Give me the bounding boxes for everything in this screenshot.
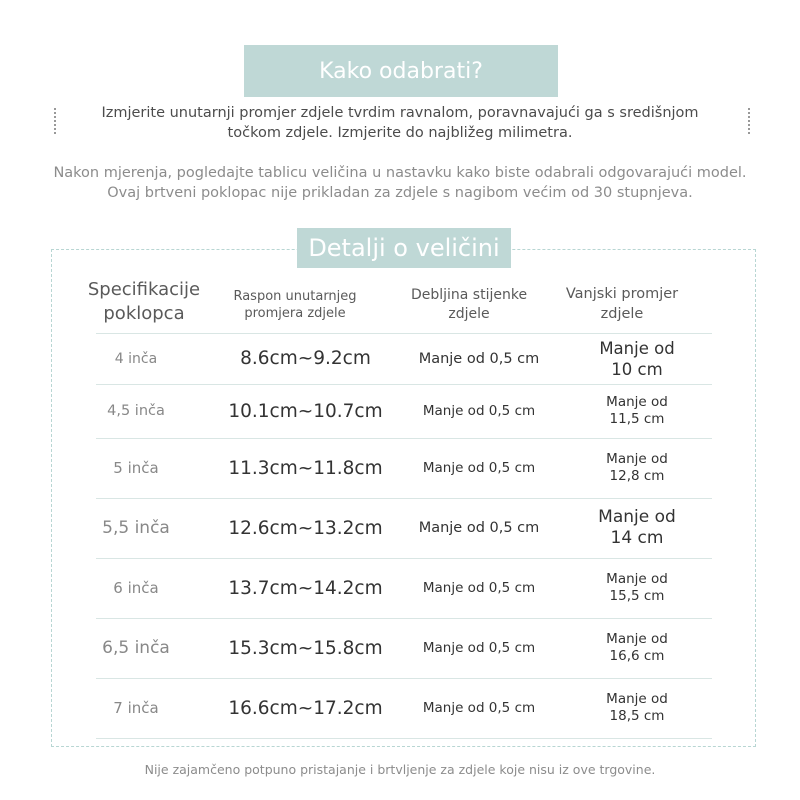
cell-wall-thickness: Manje od 0,5 cm <box>422 579 536 596</box>
size-details-title: Detalji o veličini <box>308 234 500 262</box>
cell-spec: 5,5 inča <box>102 517 170 538</box>
cell-outer-diameter: Manje od 14 cm <box>598 507 676 548</box>
cell-outer-diameter: Manje od 16,6 cm <box>606 631 668 664</box>
cell-inner-range: 16.6cm~17.2cm <box>228 697 383 719</box>
cell-spec: 7 inča <box>113 698 159 717</box>
cell-spec: 4 inča <box>114 350 158 367</box>
cell-outer-diameter: Manje od 18,5 cm <box>606 691 668 724</box>
cell-outer-diameter: Manje od 10 cm <box>599 338 675 379</box>
measuring-instruction: Izmjerite unutarnji promjer zdjele tvrdim ravnalom, poravnavajući ga s središnjom točkom zdjele. Izmjerite do najbližeg milimetra. <box>101 105 699 141</box>
cell-inner-range: 8.6cm~9.2cm <box>240 348 371 369</box>
cell-wall-thickness: Manje od 0,5 cm <box>422 699 536 716</box>
cell-outer-diameter: Manje od 11,5 cm <box>606 394 668 427</box>
cell-outer-diameter: Manje od 12,8 cm <box>606 451 668 484</box>
cell-inner-range: 10.1cm~10.7cm <box>228 400 383 422</box>
cell-spec: 5 inča <box>113 458 159 477</box>
row-divider <box>96 738 712 739</box>
header-inner-range: Raspon unutarnjeg promjera zdjele <box>233 289 357 321</box>
cell-inner-range: 11.3cm~11.8cm <box>228 457 383 479</box>
fit-disclaimer: Nije zajamčeno potpuno pristajanje i brtvljenje za zdjele koje nisu iz ove trgovine. <box>144 762 656 777</box>
cell-spec: 6,5 inča <box>102 637 170 658</box>
header-outer-diameter: Vanjski promjer zdjele <box>565 286 679 322</box>
cell-inner-range: 13.7cm~14.2cm <box>228 577 383 599</box>
cell-wall-thickness: Manje od 0,5 cm <box>422 639 536 656</box>
size-details-banner <box>297 228 511 268</box>
selection-note <box>20 163 780 203</box>
cell-wall-thickness: Manje od 0,5 cm <box>422 402 536 419</box>
cell-inner-range: 12.6cm~13.2cm <box>228 517 383 539</box>
cell-spec: 6 inča <box>113 578 159 597</box>
how-to-choose-banner <box>244 45 558 97</box>
cell-inner-range: 15.3cm~15.8cm <box>228 637 383 659</box>
how-to-choose-title: Kako odabrati? <box>319 58 483 84</box>
cell-wall-thickness: Manje od 0,5 cm <box>418 520 540 536</box>
selection-note-line-1: Nakon mjerenja, pogledajte tablicu veličina u nastavku kako biste odabrali odgovarajući model. <box>53 165 747 181</box>
selection-note-line-2: Ovaj brtveni poklopac nije prikladan za zdjele s nagibom većim od 30 stupnjeva. <box>107 185 693 201</box>
header-wall-thickness: Debljina stijenke zdjele <box>410 287 528 322</box>
cell-wall-thickness: Manje od 0,5 cm <box>422 459 536 476</box>
cell-spec: 4,5 inča <box>107 403 165 419</box>
cell-wall-thickness: Manje od 0,5 cm <box>418 350 540 367</box>
header-spec: Specifikacije poklopca <box>87 279 201 324</box>
cell-outer-diameter: Manje od 15,5 cm <box>606 571 668 604</box>
